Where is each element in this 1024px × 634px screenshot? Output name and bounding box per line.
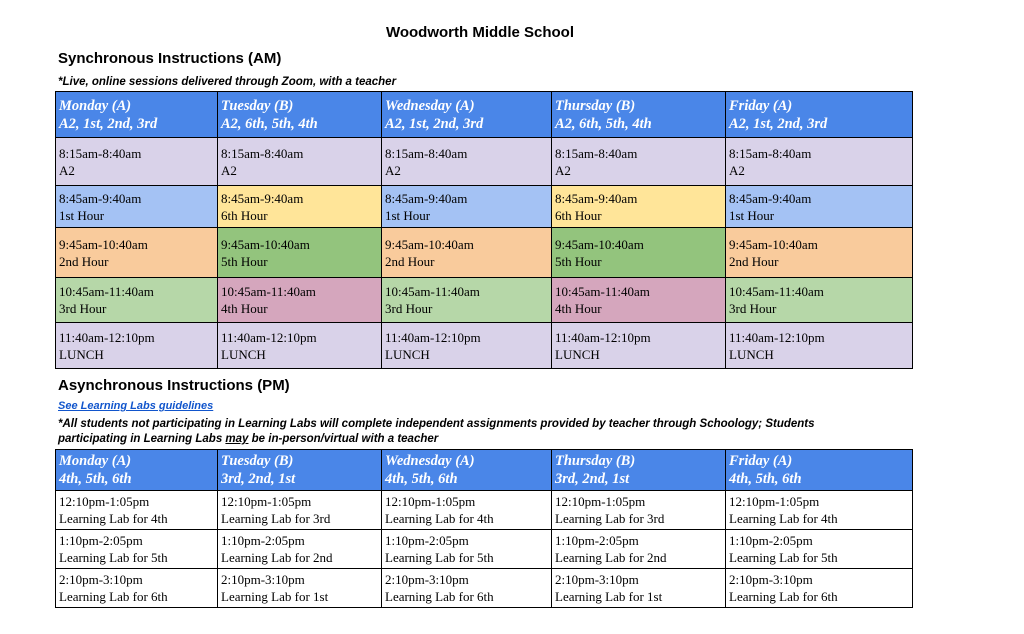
am-schedule-table [55, 91, 913, 369]
pm-cell: 2:10pm-3:10pm Learning Lab for 6th [382, 569, 552, 608]
pm-header-wednesday: Wednesday (A) 4th, 5th, 6th [382, 450, 552, 491]
pm-cell: 1:10pm-2:05pm Learning Lab for 2nd [218, 530, 382, 569]
am-cell: 9:45am-10:40am 2nd Hour [382, 228, 552, 278]
pm-cell: 1:10pm-2:05pm Learning Lab for 2nd [552, 530, 726, 569]
am-header-friday: Friday (A) A2, 1st, 2nd, 3rd [726, 92, 913, 138]
table-row [56, 278, 913, 323]
am-header-thursday: Thursday (B) A2, 6th, 5th, 4th [552, 92, 726, 138]
pm-header-monday: Monday (A) 4th, 5th, 6th [56, 450, 218, 491]
am-header-tuesday: Tuesday (B) A2, 6th, 5th, 4th [218, 92, 382, 138]
pm-note: *All students not participating in Learning Labs will complete independent assignments provided by teacher through Schoology; Students participating in Learning Labs may be in-person/virtual with a teacher [58, 418, 815, 445]
am-cell: 8:15am-8:40am A2 [552, 138, 726, 186]
am-cell: 9:45am-10:40am 2nd Hour [726, 228, 913, 278]
table-row [56, 491, 913, 530]
am-cell: 11:40am-12:10pm LUNCH [56, 323, 218, 369]
table-row [56, 569, 913, 608]
pm-cell: 12:10pm-1:05pm Learning Lab for 4th [726, 491, 913, 530]
am-cell: 10:45am-11:40am 4th Hour [218, 278, 382, 323]
pm-header-tuesday: Tuesday (B) 3rd, 2nd, 1st [218, 450, 382, 491]
pm-schedule-table [55, 449, 913, 608]
am-cell: 10:45am-11:40am 3rd Hour [382, 278, 552, 323]
am-cell: 8:45am-9:40am 1st Hour [56, 186, 218, 228]
learning-labs-guidelines-link[interactable]: See Learning Labs guidelines [58, 400, 214, 412]
table-row [56, 323, 913, 369]
pm-header-friday: Friday (A) 4th, 5th, 6th [726, 450, 913, 491]
am-section-heading: Synchronous Instructions (AM) [58, 50, 282, 67]
pm-cell: 1:10pm-2:05pm Learning Lab for 5th [56, 530, 218, 569]
page-title: Woodworth Middle School [385, 24, 575, 41]
am-cell: 8:45am-9:40am 1st Hour [382, 186, 552, 228]
am-cell: 10:45am-11:40am 3rd Hour [726, 278, 913, 323]
am-cell: 8:15am-8:40am A2 [56, 138, 218, 186]
am-cell: 8:45am-9:40am 6th Hour [552, 186, 726, 228]
am-cell: 11:40am-12:10pm LUNCH [382, 323, 552, 369]
pm-header-row [56, 450, 913, 491]
pm-cell: 2:10pm-3:10pm Learning Lab for 1st [218, 569, 382, 608]
am-cell: 11:40am-12:10pm LUNCH [552, 323, 726, 369]
pm-cell: 12:10pm-1:05pm Learning Lab for 4th [382, 491, 552, 530]
am-header-row [56, 92, 913, 138]
pm-section-heading: Asynchronous Instructions (PM) [58, 377, 290, 394]
pm-cell: 12:10pm-1:05pm Learning Lab for 3rd [552, 491, 726, 530]
table-row [56, 186, 913, 228]
am-cell: 9:45am-10:40am 2nd Hour [56, 228, 218, 278]
am-cell: 11:40am-12:10pm LUNCH [218, 323, 382, 369]
am-cell: 8:15am-8:40am A2 [726, 138, 913, 186]
table-row [56, 138, 913, 186]
am-cell: 10:45am-11:40am 3rd Hour [56, 278, 218, 323]
pm-cell: 12:10pm-1:05pm Learning Lab for 3rd [218, 491, 382, 530]
am-cell: 9:45am-10:40am 5th Hour [218, 228, 382, 278]
pm-cell: 1:10pm-2:05pm Learning Lab for 5th [726, 530, 913, 569]
table-row [56, 228, 913, 278]
am-cell: 10:45am-11:40am 4th Hour [552, 278, 726, 323]
am-note: *Live, online sessions delivered through Zoom, with a teacher [58, 76, 397, 88]
am-cell: 8:15am-8:40am A2 [382, 138, 552, 186]
am-cell: 8:15am-8:40am A2 [218, 138, 382, 186]
am-header-monday: Monday (A) A2, 1st, 2nd, 3rd [56, 92, 218, 138]
am-cell: 8:45am-9:40am 6th Hour [218, 186, 382, 228]
am-cell: 11:40am-12:10pm LUNCH [726, 323, 913, 369]
am-header-wednesday: Wednesday (A) A2, 1st, 2nd, 3rd [382, 92, 552, 138]
pm-cell: 2:10pm-3:10pm Learning Lab for 6th [56, 569, 218, 608]
pm-cell: 2:10pm-3:10pm Learning Lab for 6th [726, 569, 913, 608]
pm-cell: 1:10pm-2:05pm Learning Lab for 5th [382, 530, 552, 569]
pm-cell: 12:10pm-1:05pm Learning Lab for 4th [56, 491, 218, 530]
table-row [56, 530, 913, 569]
pm-header-thursday: Thursday (B) 3rd, 2nd, 1st [552, 450, 726, 491]
pm-cell: 2:10pm-3:10pm Learning Lab for 1st [552, 569, 726, 608]
am-cell: 8:45am-9:40am 1st Hour [726, 186, 913, 228]
am-cell: 9:45am-10:40am 5th Hour [552, 228, 726, 278]
